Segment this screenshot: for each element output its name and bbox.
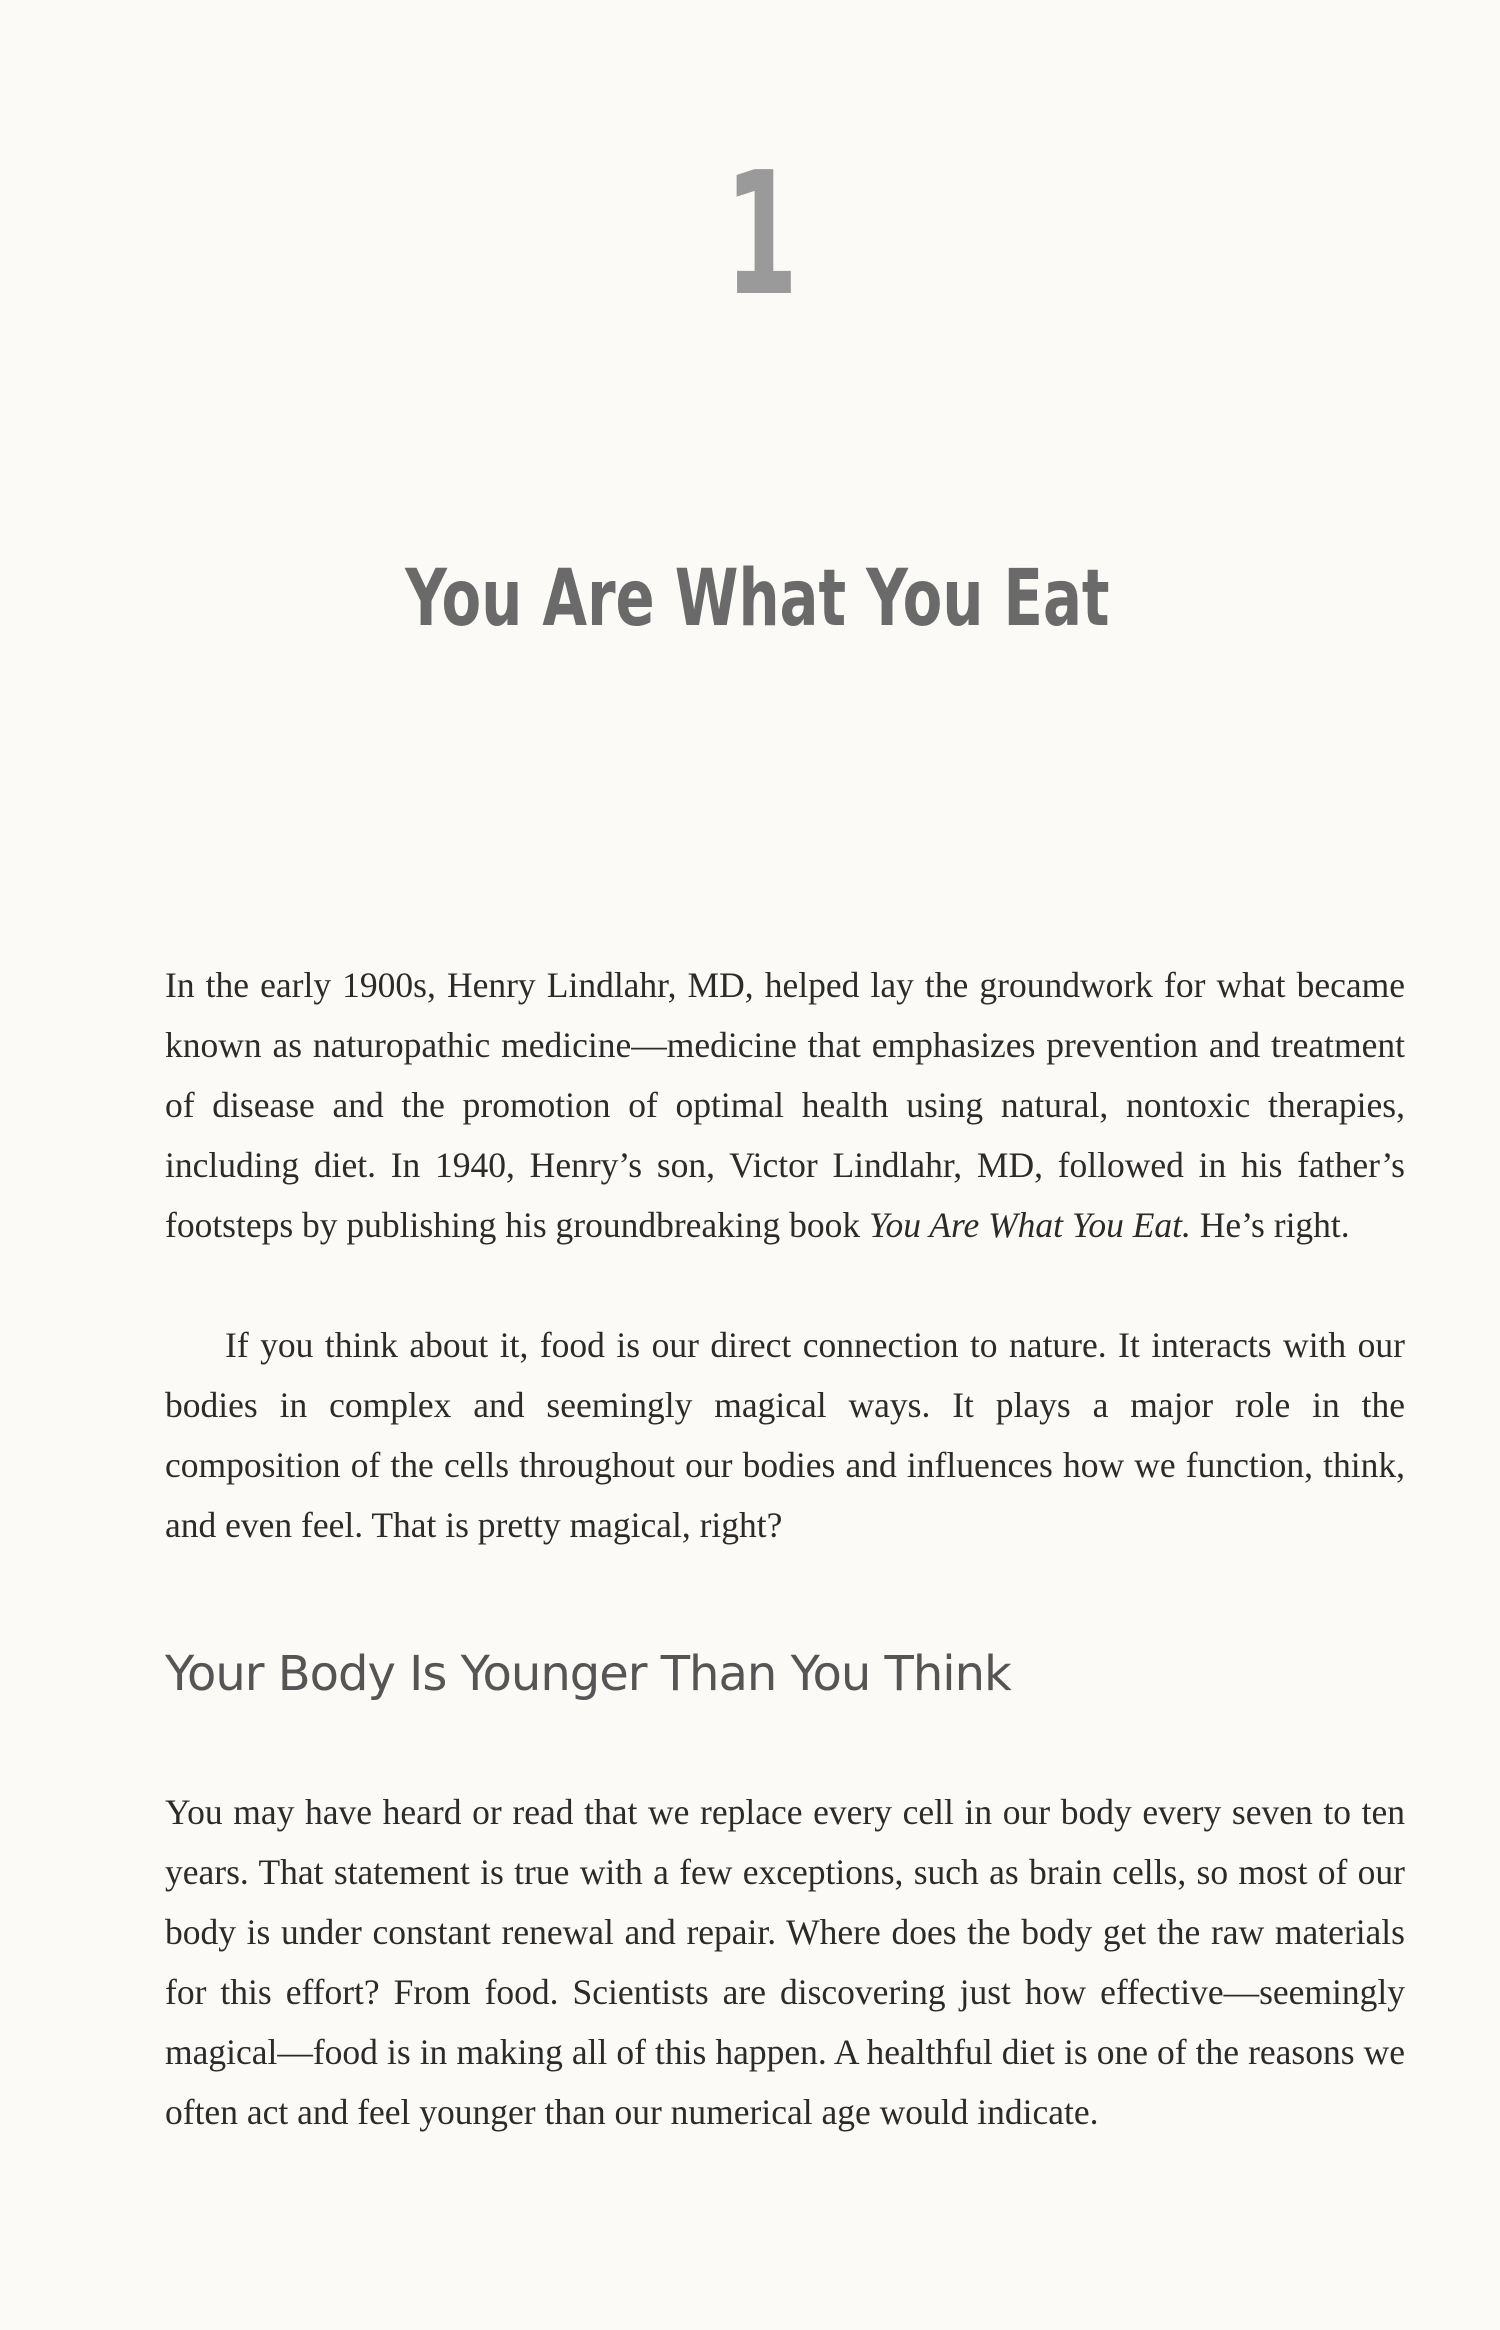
second-paragraph: If you think about it, food is our direct connection to nature. It interacts with our bodies in complex and seemingly magical ways. It plays a major role in the composition of the cells throughout our bodies and influences how we function, think, and even feel. That is pretty magical, right? xyxy=(165,1325,1405,1545)
intro-paragraph-ending: He’s right. xyxy=(1190,1205,1350,1245)
book-title-reference: You Are What You Eat. xyxy=(869,1205,1191,1245)
chapter-title: You Are What You Eat xyxy=(405,554,1110,644)
chapter-number: 1 xyxy=(724,136,799,334)
intro-paragraph-text: In the early 1900s, Henry Lindlahr, MD, helped lay the groundwork for what became known as naturopathic medicine—medicine that emphasizes prevention and treatment of disease and the promotion of optimal health using natural, nontoxic therapies, including diet. In 1940, Henry’s son, Victor Lindlahr, MD, followed in his father’s footsteps by publishing his groundbreaking book xyxy=(165,965,1405,1245)
section-paragraph: You may have heard or read that we replace every cell in our body every seven to ten years. That statement is true with a few exceptions, such as brain cells, so most of our body is under constant renewal and repair. Where does the body get the raw materials for this effort? From food. Scientists are discovering just how effective—seemingly magical—food is in making all of this happen. A healthful diet is one of the reasons we often act and feel younger than our numerical age would indicate. xyxy=(165,1792,1405,2132)
section-heading: Your Body Is Younger Than You Think xyxy=(165,1646,1011,1702)
intro-paragraph xyxy=(165,955,1405,1255)
